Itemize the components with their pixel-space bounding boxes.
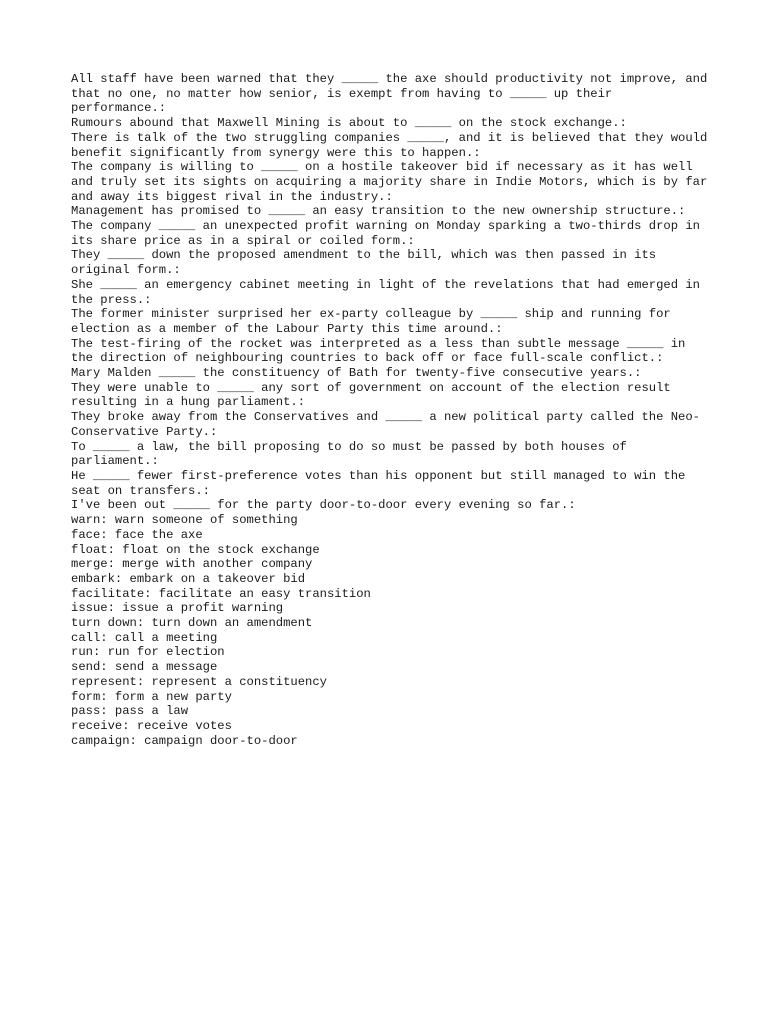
answer-line: receive: receive votes — [71, 718, 232, 733]
answer-line: campaign: campaign door-to-door — [71, 733, 298, 748]
question-line: The test-firing of the rocket was interpreted as a less than subtle message _____ in the direction of neighbouring countries to back off or face full-scale conflict.: — [71, 336, 693, 366]
document-body — [71, 72, 715, 748]
question-line: Rumours abound that Maxwell Mining is about to _____ on the stock exchange.: — [71, 116, 627, 131]
question-line: All staff have been warned that they _____ the axe should productivity not improve, and that no one, no matter how senior, is exempt from having to _____ up their performance.: — [71, 72, 715, 116]
question-line: To _____ a law, the bill proposing to do so must be passed by both houses of parliament.: — [71, 439, 635, 469]
answer-line: face: face the axe — [71, 527, 203, 542]
answer-line: call: call a meeting — [71, 630, 218, 645]
answer-line: run: run for election — [71, 645, 225, 660]
answer-line: represent: represent a constituency — [71, 674, 327, 689]
answer-line: issue: issue a profit warning — [71, 601, 284, 616]
question-line: They were unable to _____ any sort of government on account of the election result resulting in a hung parliament.: — [71, 380, 679, 410]
answer-line: pass: pass a law — [71, 704, 189, 719]
answer-line: send: send a message — [71, 660, 218, 675]
question-line: They broke away from the Conservatives and _____ a new political party called the Neo-Conservative Party.: — [71, 410, 700, 439]
question-line: The company _____ an unexpected profit warning on Monday sparking a two-thirds drop in its share price as in a spiral or coiled form.: — [71, 219, 708, 248]
answer-line: embark: embark on a takeover bid — [71, 571, 306, 586]
answer-line: turn down: turn down an amendment — [71, 616, 313, 631]
question-list — [71, 72, 715, 513]
question-line: She _____ an emergency cabinet meeting in light of the revelations that had emerged in the press.: — [71, 277, 708, 307]
answer-list — [71, 513, 711, 748]
answer-line: float: float on the stock exchange — [71, 542, 320, 557]
question-line: There is talk of the two struggling companies _____, and it is believed that they would benefit significantly from synergy were this to happen.: — [71, 130, 715, 160]
answer-line: merge: merge with another company — [71, 557, 313, 572]
answer-line: warn: warn someone of something — [71, 513, 298, 528]
question-line: He _____ fewer first-preference votes than his opponent but still managed to win the seat on transfers.: — [71, 468, 693, 498]
question-line: Management has promised to _____ an easy transition to the new ownership structure.: — [71, 204, 686, 219]
question-line: I've been out _____ for the party door-to-door every evening so far.: — [71, 498, 576, 513]
question-line: They _____ down the proposed amendment to the bill, which was then passed in its original form.: — [71, 248, 664, 278]
question-line: Mary Malden _____ the constituency of Bath for twenty-five consecutive years.: — [71, 366, 642, 381]
answer-line: facilitate: facilitate an easy transition — [71, 586, 371, 601]
answer-line: form: form a new party — [71, 689, 232, 704]
question-line: The company is willing to _____ on a hostile takeover bid if necessary as it has well and truly set its sights on acquiring a majority share in Indie Motors, which is by far and away its biggest rival in the industry.: — [71, 160, 715, 204]
question-line: The former minister surprised her ex-party colleague by _____ ship and running for election as a member of the Labour Party this time around.: — [71, 307, 679, 336]
